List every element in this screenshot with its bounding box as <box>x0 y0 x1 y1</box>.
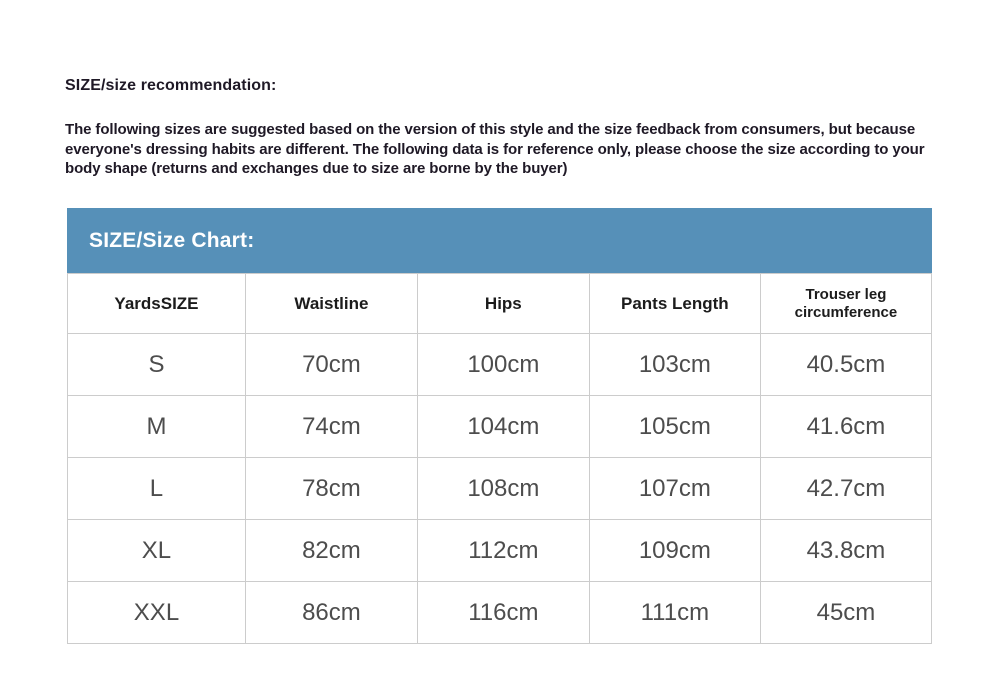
size-cell: XXL <box>68 582 246 644</box>
size-cell: L <box>68 458 246 520</box>
trouser-leg-cell: 42.7cm <box>760 458 931 520</box>
pants-length-cell: 111cm <box>589 582 760 644</box>
table-row-m <box>68 396 932 458</box>
waistline-cell: 82cm <box>245 520 417 582</box>
trouser-leg-cell: 40.5cm <box>760 334 931 396</box>
size-cell: S <box>68 334 246 396</box>
header-row <box>68 274 932 334</box>
size-chart <box>67 208 932 644</box>
pants-length-cell: 109cm <box>589 520 760 582</box>
size-cell: XL <box>68 520 246 582</box>
waistline-cell: 74cm <box>245 396 417 458</box>
hips-cell: 116cm <box>417 582 589 644</box>
table-row-xxl <box>68 582 932 644</box>
waistline-cell: 70cm <box>245 334 417 396</box>
column-header-size: YardsSIZE <box>68 274 246 334</box>
size-chart-title-bar <box>67 208 932 273</box>
size-recommendation-paragraph: The following sizes are suggested based on the version of this style and the size feedback from consumers, but because everyone's dressing habits are different. The following data is for reference only, please choose the size according to your body shape (returns and exchanges due to size are borne by the buyer) <box>65 121 925 177</box>
table-row-s <box>68 334 932 396</box>
hips-cell: 108cm <box>417 458 589 520</box>
waistline-cell: 86cm <box>245 582 417 644</box>
hips-cell: 104cm <box>417 396 589 458</box>
size-chart-title: SIZE/Size Chart: <box>89 228 255 252</box>
trouser-leg-cell: 45cm <box>760 582 931 644</box>
table-row-xl <box>68 520 932 582</box>
hips-cell: 100cm <box>417 334 589 396</box>
size-cell: M <box>68 396 246 458</box>
trouser-leg-cell: 41.6cm <box>760 396 931 458</box>
column-header-hips: Hips <box>417 274 589 334</box>
pants-length-cell: 103cm <box>589 334 760 396</box>
hips-cell: 112cm <box>417 520 589 582</box>
table-row-l <box>68 458 932 520</box>
size-recommendation-heading: SIZE/size recommendation: <box>65 77 277 94</box>
pants-length-cell: 107cm <box>589 458 760 520</box>
column-header-waistline: Waistline <box>245 274 417 334</box>
pants-length-cell: 105cm <box>589 396 760 458</box>
waistline-cell: 78cm <box>245 458 417 520</box>
column-header-trouser-leg: Trouser leg circumference <box>760 274 931 334</box>
column-header-pants-length: Pants Length <box>589 274 760 334</box>
trouser-leg-cell: 43.8cm <box>760 520 931 582</box>
size-chart-table <box>67 273 932 644</box>
